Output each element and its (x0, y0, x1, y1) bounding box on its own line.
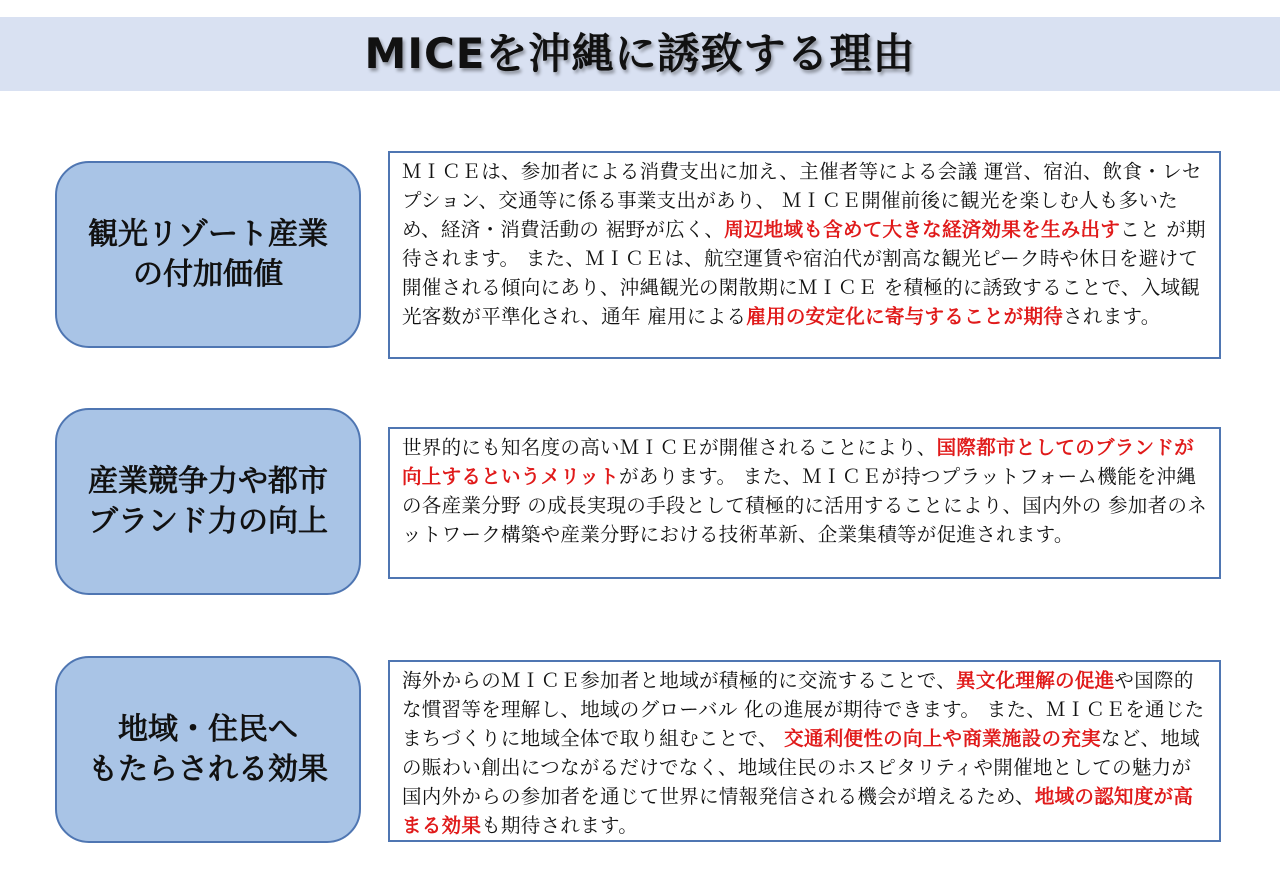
section-label-line: 産業競争力や都市 (88, 463, 328, 499)
body-text: こと が期待されます。 また、ＭＩＣＥは、航空運賃や宿泊代が割高な観光ピーク時や休日を避けて開催される傾向にあり、沖縄観光の閑散期にＭＩＣＥ を積極的に誘致することで、入域観光客数が平準化され、通年 雇用による (402, 218, 1206, 328)
highlight-text: 周辺地域も含めて大きな経済効果を生み出す (724, 218, 1121, 241)
highlight-text: 地域の認知度が高まる効果 (402, 785, 1194, 837)
section-label-line: もたらされる効果 (88, 751, 328, 787)
section-label-line: ブランド力の向上 (88, 503, 328, 539)
section-label-line: 地域・住民へ (118, 711, 298, 747)
highlight-text: 国際都市としてのブランドが向上するというメリット (402, 436, 1195, 488)
page-title: MICEを沖縄に誘致する理由 (364, 29, 916, 78)
body-text: も期待されます。 (481, 814, 639, 837)
highlight-text: 異文化理解の促進 (956, 669, 1115, 692)
body-text: ＭＩＣＥは、参加者による消費支出に加え、主催者等による会議 運営、宿泊、飲食・レセプション、交通等に係る事業支出があり、 ＭＩＣＥ開催前後に観光を楽しむ人も多いため、経済・消費活動の 裾野が広く、 (402, 160, 1202, 241)
highlight-text: 雇用の安定化に寄与することが期待 (746, 305, 1064, 328)
body-text: されます。 (1063, 305, 1161, 328)
body-text: 世界的にも知名度の高いＭＩＣＥが開催されることにより、 (402, 436, 937, 459)
highlight-text: 交通利便性の向上や商業施設の充実 (784, 727, 1101, 750)
body-text: など、地域の賑わい創出につながるだけでなく、地域住民のホスピタリティや開催地としての魅力が国内外からの参加者を通じて世界に情報発信される機会が増えるため、 (402, 727, 1200, 808)
body-text: 海外からのＭＩＣＥ参加者と地域が積極的に交流することで、 (402, 669, 957, 692)
section-description-tourism-value (388, 151, 1221, 359)
section-description-industry-competitiveness (388, 427, 1221, 579)
section-label-industry-competitiveness (55, 408, 361, 595)
section-label-line: 観光リゾート産業 (88, 216, 328, 252)
body-text: があります。 また、ＭＩＣＥが持つプラットフォーム機能を沖縄の各産業分野 の成長実現の手段として積極的に活用することにより、国内外の 参加者のネットワーク構築や産業分野における技術革新、企業集積等が促進されます。 (402, 465, 1207, 546)
section-label-tourism-value (55, 161, 361, 348)
section-label-line: の付加価値 (133, 256, 283, 292)
section-label-local-effects (55, 656, 361, 843)
body-text: や国際的な慣習等を理解し、地域のグローバル 化の進展が期待できます。 また、ＭＩＣＥを通じたまちづくりに地域全体で取り組むことで、 (402, 669, 1205, 750)
section-description-local-effects (388, 660, 1221, 842)
